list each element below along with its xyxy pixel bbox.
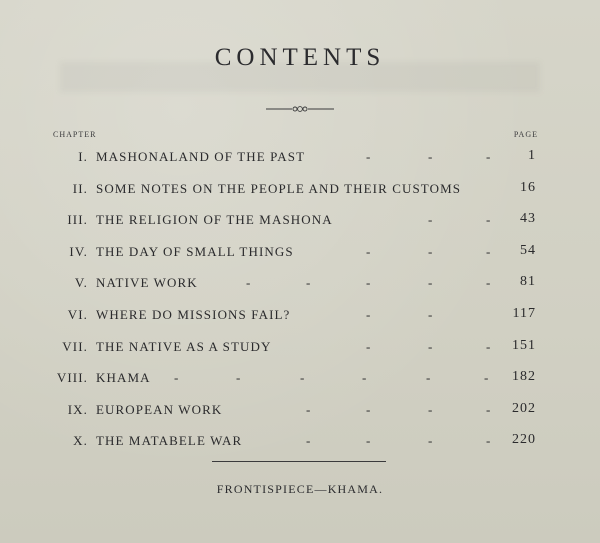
- page-number: 1: [528, 148, 536, 163]
- leader-mark: -: [306, 275, 312, 291]
- chapter-title: SOME NOTES ON THE PEOPLE AND THEIR CUSTOMS: [96, 180, 462, 196]
- page-number: 117: [512, 305, 536, 321]
- chapter-title: KHAMA: [96, 370, 151, 386]
- leader-mark: -: [486, 149, 492, 164]
- leader-mark: -: [484, 370, 490, 386]
- chapter-number: VI.: [67, 306, 88, 322]
- leader-mark: -: [366, 275, 372, 291]
- chapter-title: THE DAY OF SMALL THINGS: [96, 243, 294, 259]
- leader-mark: -: [366, 306, 372, 322]
- leader-mark: -: [366, 243, 372, 259]
- leader-mark: -: [366, 149, 372, 164]
- chapter-title: NATIVE WORK: [96, 275, 198, 291]
- leader-mark: -: [300, 370, 306, 386]
- page-number: 220: [512, 432, 536, 448]
- page-number: 16: [520, 179, 536, 195]
- chapter-number: III.: [67, 212, 88, 228]
- divider-rule: [212, 461, 386, 462]
- chapter-title: EUROPEAN WORK: [96, 401, 223, 417]
- chapter-title: THE RELIGION OF THE MASHONA: [96, 212, 333, 228]
- frontispiece-caption: FRONTISPIECE—KHAMA.: [216, 482, 384, 496]
- leader-mark: -: [428, 338, 434, 354]
- chapter-number: IV.: [69, 243, 88, 259]
- toc-row: [48, 205, 546, 237]
- leader-mark: -: [306, 401, 312, 417]
- leader-mark: -: [426, 370, 432, 386]
- leader-mark: -: [486, 243, 492, 259]
- leader-mark: -: [366, 401, 372, 417]
- table-of-contents: [48, 142, 546, 458]
- page-column-header: PAGE: [513, 130, 538, 139]
- toc-row: [48, 174, 546, 206]
- dot-leader: [48, 307, 498, 323]
- leader-mark: -: [366, 433, 372, 449]
- dot-leader: [48, 370, 498, 386]
- leader-mark: -: [486, 433, 492, 449]
- leader-mark: -: [428, 433, 434, 449]
- leader-mark: -: [366, 338, 372, 354]
- page-number: 81: [520, 274, 536, 290]
- chapter-title: WHERE DO MISSIONS FAIL?: [96, 306, 291, 322]
- title-ornament-icon: [264, 102, 336, 116]
- chapter-title: THE MATABELE WAR: [96, 433, 243, 449]
- leader-mark: -: [428, 212, 434, 228]
- leader-mark: -: [236, 370, 242, 386]
- chapter-title: THE NATIVE AS A STUDY: [96, 338, 272, 354]
- leader-mark: -: [246, 275, 252, 291]
- toc-row: [48, 142, 546, 174]
- chapter-number: VII.: [62, 338, 88, 354]
- toc-row: [48, 332, 546, 364]
- chapter-number: VIII.: [56, 370, 88, 386]
- chapter-column-header: CHAPTER: [53, 130, 97, 139]
- page-number: 151: [512, 337, 536, 353]
- leader-mark: -: [174, 370, 180, 386]
- dot-leader: [48, 149, 498, 165]
- dot-leader: [48, 433, 498, 449]
- dot-leader: [48, 212, 498, 228]
- dot-leader: [48, 275, 498, 291]
- leader-mark: -: [428, 306, 434, 322]
- leader-mark: -: [486, 212, 492, 228]
- leader-mark: -: [428, 401, 434, 417]
- chapter-number: X.: [73, 433, 88, 449]
- chapter-number: II.: [72, 180, 88, 196]
- chapter-number: I.: [78, 149, 88, 164]
- leader-mark: -: [486, 401, 492, 417]
- toc-row: [48, 237, 546, 269]
- page-number: 43: [520, 211, 536, 227]
- toc-row: [48, 363, 546, 395]
- page-number: 202: [512, 400, 536, 416]
- page-number: 182: [512, 369, 536, 385]
- leader-mark: -: [486, 275, 492, 291]
- leader-mark: -: [428, 149, 434, 164]
- contents-title: CONTENTS: [214, 44, 386, 71]
- dot-leader: [48, 244, 498, 260]
- leader-mark: -: [306, 433, 312, 449]
- leader-mark: -: [362, 370, 368, 386]
- toc-row: [48, 426, 546, 458]
- toc-row: [48, 268, 546, 300]
- chapter-number: IX.: [67, 401, 88, 417]
- leader-mark: -: [486, 338, 492, 354]
- leader-mark: -: [428, 243, 434, 259]
- toc-row: [48, 395, 546, 427]
- toc-row: [48, 300, 546, 332]
- page-number: 54: [520, 242, 536, 258]
- dot-leader: [48, 339, 498, 355]
- chapter-title: MASHONALAND OF THE PAST: [96, 149, 306, 164]
- leader-mark: -: [428, 275, 434, 291]
- dot-leader: [48, 402, 498, 418]
- chapter-number: V.: [74, 275, 88, 291]
